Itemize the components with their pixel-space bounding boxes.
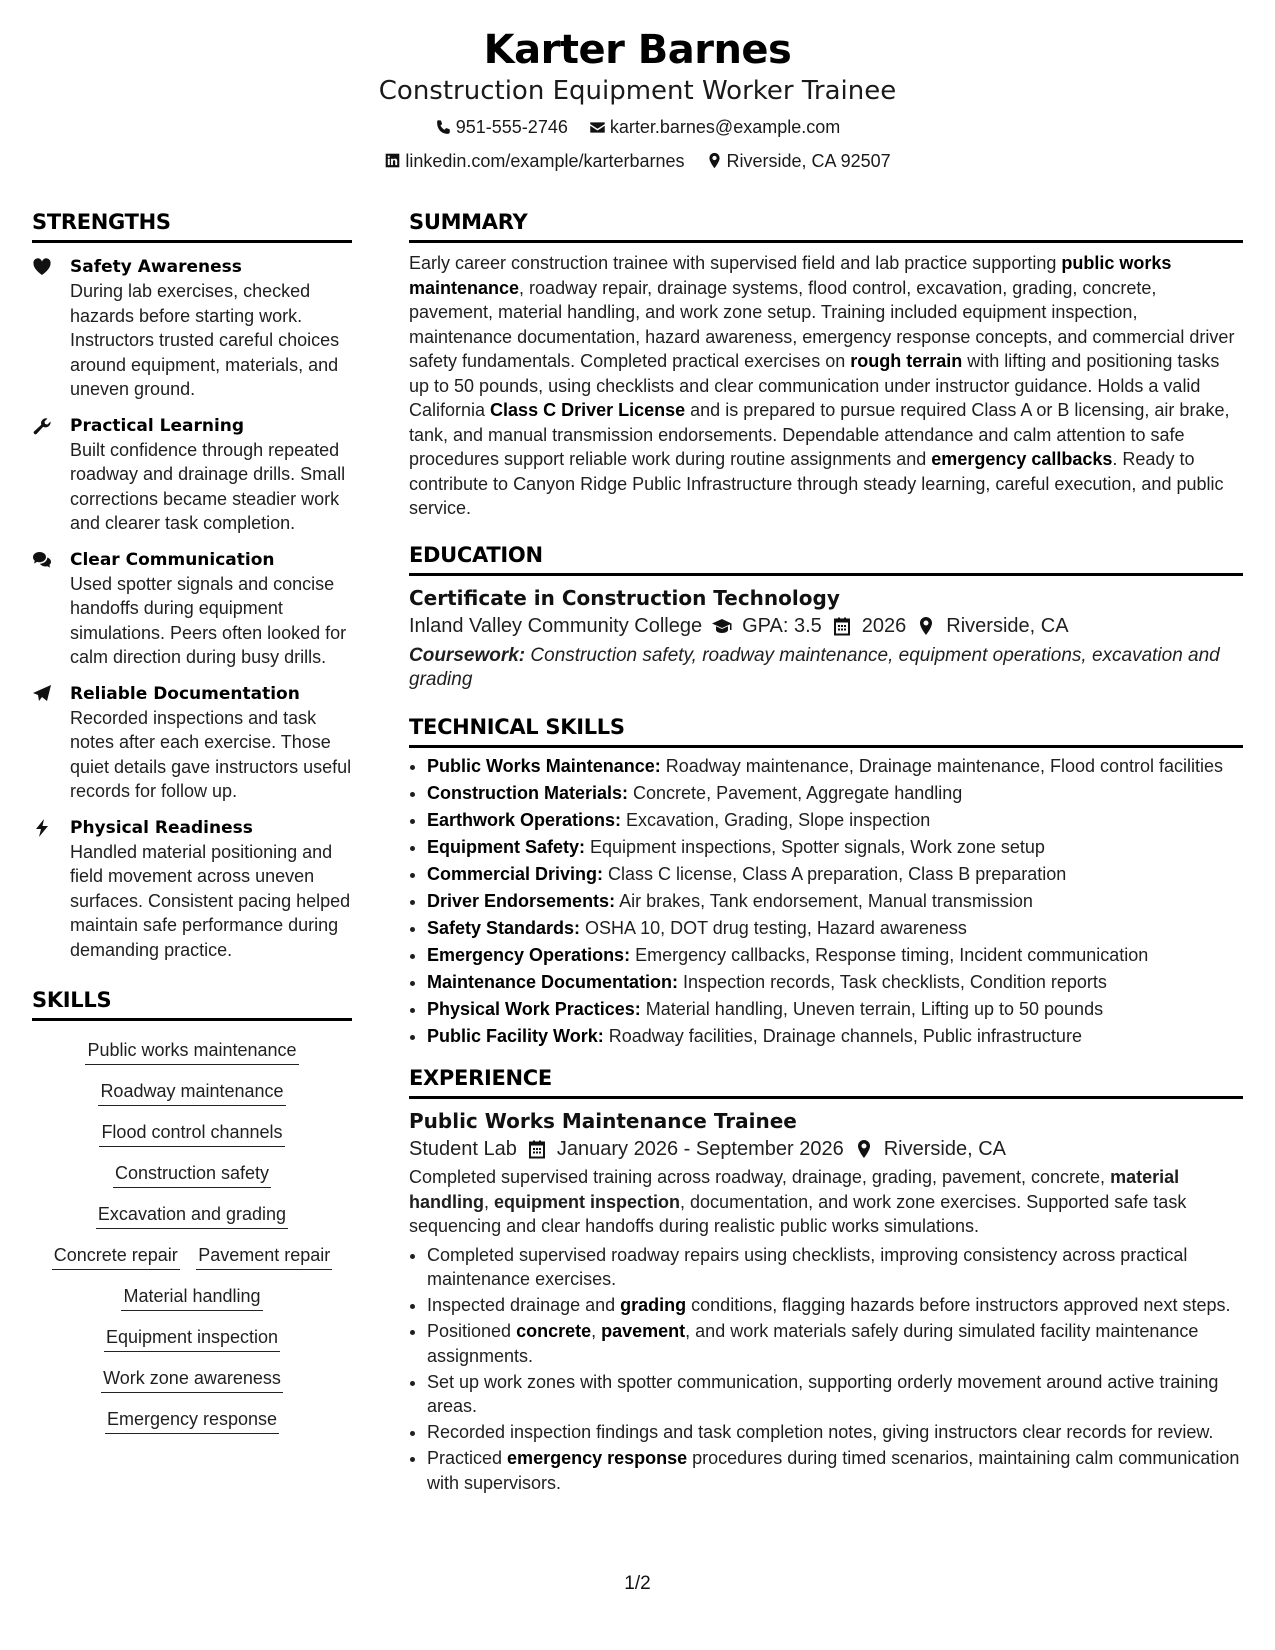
skill-tag: Material handling xyxy=(121,1284,262,1311)
candidate-title: Construction Equipment Worker Trainee xyxy=(378,76,897,106)
list-item: • Completed supervised roadway repairs using checklists, improving consistency across practical maintenance exercises. xyxy=(427,1243,1243,1292)
map-marker-icon xyxy=(706,152,723,169)
email-text[interactable]: karter.barnes@example.com xyxy=(609,117,841,137)
left-column xyxy=(32,208,352,1441)
candidate-name: Karter Barnes xyxy=(483,27,792,73)
strength-desc: Recorded inspections and task notes after each exercise. Those quiet details gave instructors useful records for follow up. xyxy=(70,707,352,801)
strength-title: Practical Learning xyxy=(70,415,245,436)
skill-tag: Concrete repair xyxy=(52,1243,180,1270)
strength-item xyxy=(32,255,352,402)
strength-title: Physical Readiness xyxy=(70,817,253,838)
job-bullets xyxy=(409,1243,1243,1496)
education-gpa: GPA: 3.5 xyxy=(742,614,822,637)
strength-desc: Built confidence through repeated roadway and drainage drills. Small corrections became steadier work and clearer task completion. xyxy=(70,439,346,533)
calendar-icon xyxy=(832,616,852,636)
paper-plane-icon xyxy=(32,684,52,704)
strength-desc: Handled material positioning and field movement across uneven surfaces. Consistent pacing helped maintain safe performance during demanding practice. xyxy=(70,841,351,960)
list-item: • Set up work zones with spotter communication, supporting orderly movement around active training areas. xyxy=(427,1370,1243,1419)
education-degree: Certificate in Construction Technology xyxy=(409,585,840,610)
strength-item xyxy=(32,548,352,670)
list-item: • Maintenance Documentation: Inspection records, Task checklists, Condition reports xyxy=(427,970,1243,995)
strengths-heading: STRENGTHS xyxy=(32,208,352,243)
right-column xyxy=(409,208,1243,1497)
experience-heading: EXPERIENCE xyxy=(409,1064,1243,1099)
heart-icon xyxy=(32,257,52,277)
strength-desc: During lab exercises, checked hazards before starting work. Instructors trusted careful choices around equipment, materials, and uneven ground. xyxy=(70,281,340,399)
education-coursework: Coursework: Construction safety, roadway maintenance, equipment operations, excavation and grading xyxy=(409,644,1220,690)
skill-tag: Roadway maintenance xyxy=(98,1079,285,1106)
list-item: • Safety Standards: OSHA 10, DOT drug testing, Hazard awareness xyxy=(427,916,1243,941)
summary-heading: SUMMARY xyxy=(409,208,1243,243)
contact-row-1 xyxy=(0,115,1275,142)
skills-list xyxy=(32,1031,352,1441)
calendar-icon xyxy=(527,1139,547,1159)
education-school: Inland Valley Community College xyxy=(409,614,703,637)
education-heading: EDUCATION xyxy=(409,541,1243,576)
phone-text: 951-555-2746 xyxy=(455,117,568,137)
skill-tag: Equipment inspection xyxy=(104,1325,280,1352)
job-dates: January 2026 - September 2026 xyxy=(556,1138,844,1160)
skills-heading: SKILLS xyxy=(32,986,352,1021)
strength-item xyxy=(32,682,352,804)
phone xyxy=(435,115,568,139)
skill-tag: Work zone awareness xyxy=(101,1366,283,1393)
skill-tag: Pavement repair xyxy=(196,1243,332,1270)
strength-title: Reliable Documentation xyxy=(70,683,300,704)
resume-header xyxy=(0,26,1275,175)
bolt-icon xyxy=(32,818,52,838)
strength-title: Safety Awareness xyxy=(70,257,242,277)
list-item: • Recorded inspection findings and task completion notes, giving instructors clear records for review. xyxy=(427,1420,1243,1445)
skill-tag: Flood control channels xyxy=(99,1120,284,1147)
list-item: • Inspected drainage and grading conditions, flagging hazards before instructors approved next steps. xyxy=(427,1293,1243,1318)
location xyxy=(706,149,891,173)
list-item: • Driver Endorsements: Air brakes, Tank endorsement, Manual transmission xyxy=(427,889,1243,914)
skill-tag: Excavation and grading xyxy=(96,1202,288,1229)
linkedin[interactable] xyxy=(384,149,684,173)
contact-row-2 xyxy=(0,149,1275,176)
linkedin-text[interactable]: linkedin.com/example/karterbarnes xyxy=(405,150,685,171)
list-item: • Construction Materials: Concrete, Pavement, Aggregate handling xyxy=(427,781,1243,806)
skill-tag: Emergency response xyxy=(105,1407,279,1434)
map-marker-icon xyxy=(916,616,936,636)
graduation-cap-icon xyxy=(712,616,732,636)
linkedin-icon xyxy=(384,152,401,169)
envelope-icon xyxy=(589,119,606,136)
summary-text: Early career construction trainee with supervised field and lab practice supporting public works maintenance, roadway repair, drainage systems, flood control, excavation, grading, concrete, pavement, material handling, and work zone setup. Training included equipment inspection, maintenance documentation, hazard awareness, emergency response concepts, and commercial driver safety fundamentals. Completed practical exercises on rough terrain with lifting and positioning tasks up to 50 pounds, using checklists and clear communication under instructor guidance. Holds a valid California Class C Driver License and is prepared to pursue required Class A or B licensing, air brake, tank, and manual transmission endorsements. Dependable attendance and calm attention to safe procedures support reliable work during routine assignments and emergency callbacks. Ready to contribute to Canyon Ridge Public Infrastructure through steady learning, careful execution, and public service. xyxy=(409,253,1235,518)
education-meta xyxy=(409,612,1243,640)
job-location: Riverside, CA xyxy=(883,1138,1006,1160)
technical-skills-list xyxy=(409,754,1243,1049)
comments-icon xyxy=(32,550,52,570)
job-org: Student Lab xyxy=(409,1138,517,1160)
list-item: • Physical Work Practices: Material handling, Uneven terrain, Lifting up to 50 pounds xyxy=(427,997,1243,1022)
job-summary: Completed supervised training across roadway, drainage, grading, pavement, concrete, material handling, equipment inspection, documentation, and work zone exercises. Supported safe task sequencing and clear handoffs during realistic public works simulations. xyxy=(409,1167,1187,1236)
education-year: 2026 xyxy=(861,614,907,637)
list-item: • Emergency Operations: Emergency callbacks, Response timing, Incident communication xyxy=(427,943,1243,968)
list-item: • Positioned concrete, pavement, and work materials safely during simulated facility maintenance assignments. xyxy=(427,1319,1243,1368)
phone-icon xyxy=(435,119,452,136)
strength-title: Clear Communication xyxy=(70,549,275,570)
list-item: • Commercial Driving: Class C license, Class A preparation, Class B preparation xyxy=(427,862,1243,887)
list-item: • Equipment Safety: Equipment inspections, Spotter signals, Work zone setup xyxy=(427,835,1243,860)
skill-tag: Public works maintenance xyxy=(85,1038,298,1065)
strength-desc: Used spotter signals and concise handoffs during equipment simulations. Peers often looked for calm direction during busy drills. xyxy=(70,573,347,667)
page-number: 1/2 xyxy=(624,1573,651,1594)
job-meta xyxy=(409,1135,1243,1163)
map-marker-icon xyxy=(854,1139,874,1159)
list-item: • Practiced emergency response procedures during timed scenarios, maintaining calm communication with supervisors. xyxy=(427,1446,1243,1495)
strength-item xyxy=(32,414,352,536)
skill-tag: Construction safety xyxy=(113,1161,271,1188)
location-text: Riverside, CA 92507 xyxy=(726,150,891,171)
education-location: Riverside, CA xyxy=(946,614,1069,637)
job-title: Public Works Maintenance Trainee xyxy=(409,1109,797,1133)
list-item: • Earthwork Operations: Excavation, Grading, Slope inspection xyxy=(427,808,1243,833)
strength-item xyxy=(32,816,352,963)
technical-skills-heading: TECHNICAL SKILLS xyxy=(409,713,1243,748)
wrench-icon xyxy=(32,416,52,436)
email[interactable] xyxy=(589,115,840,139)
list-item: • Public Works Maintenance: Roadway maintenance, Drainage maintenance, Flood control facilities xyxy=(427,754,1243,779)
list-item: • Public Facility Work: Roadway facilities, Drainage channels, Public infrastructure xyxy=(427,1024,1243,1049)
